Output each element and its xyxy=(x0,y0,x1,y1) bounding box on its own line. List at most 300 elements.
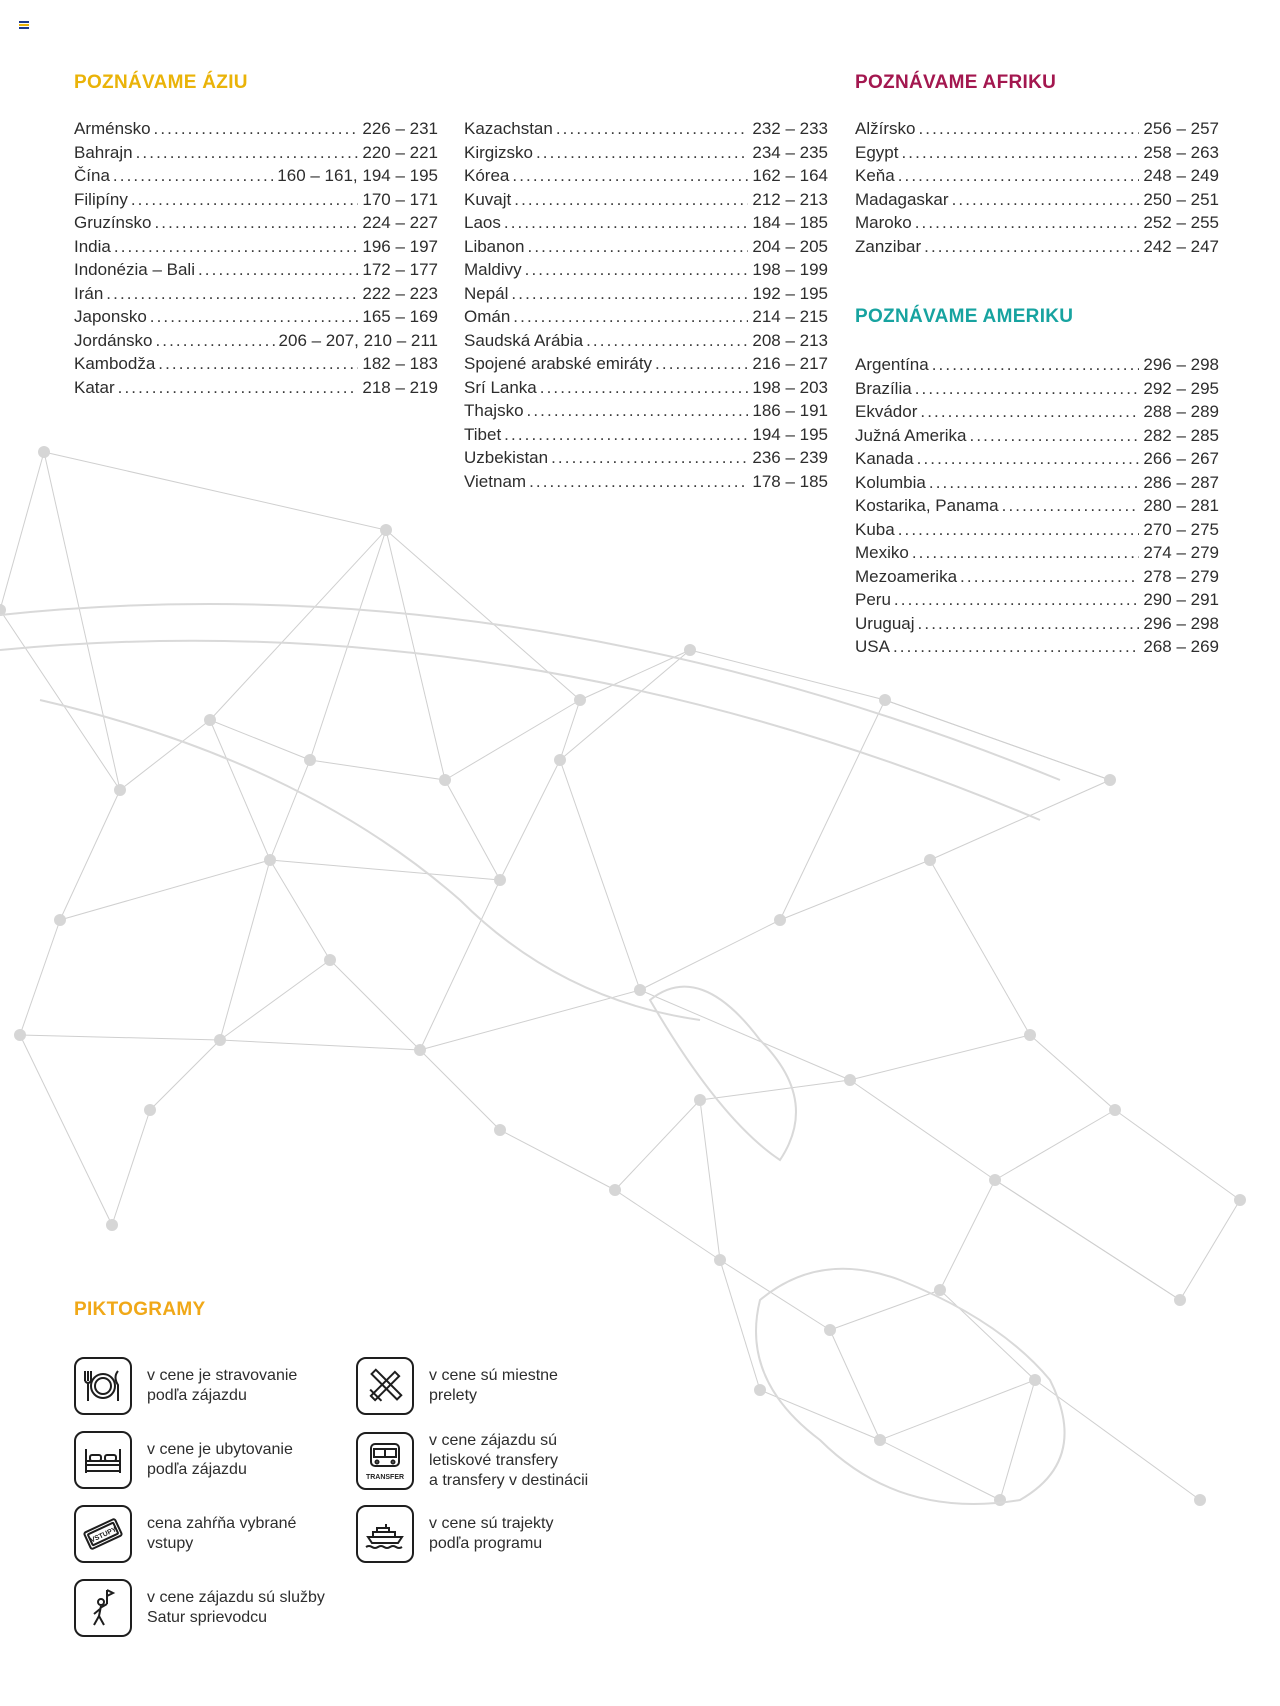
page-range: 280 – 281 xyxy=(1143,496,1219,515)
network-node xyxy=(380,524,392,536)
destination-name: Zanzibar xyxy=(855,236,922,256)
network-line xyxy=(310,760,445,780)
dot-leader xyxy=(551,446,748,470)
pictogram-bed-text: v cene je ubytovanie podľa zájazdu xyxy=(147,1441,293,1478)
dot-leader xyxy=(198,258,358,282)
index-entry xyxy=(464,235,828,259)
network-line xyxy=(500,1130,615,1190)
destination-name: Jordánsko xyxy=(74,330,153,350)
network-line xyxy=(700,1080,850,1100)
network-line xyxy=(615,1190,720,1260)
network-line xyxy=(560,760,640,990)
network-node xyxy=(634,984,646,996)
page-range: 204 – 205 xyxy=(752,236,828,256)
index-entry xyxy=(464,446,828,470)
network-line xyxy=(700,1100,720,1260)
page-range: 248 – 249 xyxy=(1143,166,1219,185)
destination-name: Indonézia – Bali xyxy=(74,260,195,279)
network-node xyxy=(824,1324,836,1336)
network-line xyxy=(720,1260,830,1330)
pictogram-meal xyxy=(74,1357,337,1415)
destination-name: Uzbekistan xyxy=(464,448,549,467)
dot-leader xyxy=(527,399,749,423)
world-map-outline xyxy=(40,700,700,1020)
dot-leader xyxy=(918,612,1140,636)
network-line xyxy=(940,1290,1035,1380)
index-entry xyxy=(74,188,438,212)
network-line xyxy=(20,1035,112,1225)
america-section-title: POZNÁVAME AMERIKU xyxy=(855,306,1074,327)
pictogram-ticket xyxy=(74,1505,337,1563)
dot-leader xyxy=(901,141,1139,165)
network-node xyxy=(774,914,786,926)
dot-leader xyxy=(929,471,1139,495)
network-line xyxy=(120,720,210,790)
menu-icon xyxy=(19,21,29,29)
page-range: 192 – 195 xyxy=(752,283,828,303)
dot-leader xyxy=(586,329,748,353)
dot-leader xyxy=(106,282,358,306)
page-range: 160 – 161, 194 – 195 xyxy=(277,166,438,185)
index-entry xyxy=(74,376,438,400)
ticket-icon xyxy=(74,1505,132,1563)
destination-name: Katar xyxy=(74,377,115,397)
network-node xyxy=(114,784,126,796)
network-node xyxy=(1194,1494,1206,1506)
dot-leader xyxy=(556,117,749,141)
index-entry xyxy=(74,305,438,329)
destination-name: Kórea xyxy=(464,166,510,185)
dot-leader xyxy=(915,377,1140,401)
destination-name: Egypt xyxy=(855,142,899,162)
network-line xyxy=(210,530,386,720)
network-node xyxy=(574,694,586,706)
destination-name: Libanon xyxy=(464,236,525,256)
america-index xyxy=(855,353,1219,659)
page-range: 256 – 257 xyxy=(1143,119,1219,138)
network-node xyxy=(54,914,66,926)
network-line xyxy=(930,780,1110,860)
index-entry xyxy=(855,447,1219,471)
dot-leader xyxy=(918,117,1139,141)
destination-name: Kostarika, Panama xyxy=(855,496,999,515)
index-entry xyxy=(74,235,438,259)
network-line xyxy=(150,1040,220,1110)
network-node xyxy=(264,854,276,866)
index-entry xyxy=(74,117,438,141)
index-entry xyxy=(74,329,438,353)
destination-name: Irán xyxy=(74,283,104,303)
destination-name: Kazachstan xyxy=(464,119,553,138)
page-range: 216 – 217 xyxy=(752,354,828,373)
dot-leader xyxy=(924,235,1139,259)
index-entry xyxy=(855,588,1219,612)
pictogram-plane xyxy=(356,1357,619,1415)
network-node xyxy=(204,714,216,726)
network-node xyxy=(1104,774,1116,786)
network-line xyxy=(420,880,500,1050)
destination-name: Saudská Arábia xyxy=(464,330,584,350)
network-node xyxy=(38,446,50,458)
index-entry xyxy=(855,235,1219,259)
page-range: 290 – 291 xyxy=(1143,590,1219,609)
network-line xyxy=(20,1035,220,1040)
pictogram-meal-text: v cene je stravovanie podľa zájazdu xyxy=(147,1367,298,1404)
pictogram-guide xyxy=(74,1579,337,1637)
page-range: 226 – 231 xyxy=(362,119,438,138)
index-entry xyxy=(855,400,1219,424)
index-entry xyxy=(464,141,828,165)
page-range: 198 – 203 xyxy=(752,377,828,397)
dot-leader xyxy=(154,211,358,235)
network-line xyxy=(500,760,560,880)
network-line xyxy=(220,1040,420,1050)
network-node xyxy=(879,694,891,706)
page-range: 224 – 227 xyxy=(362,213,438,232)
index-entry xyxy=(855,541,1219,565)
network-line xyxy=(880,1380,1035,1440)
pictogram-guide-text: v cene zájazdu sú služby Satur sprievodcu xyxy=(147,1589,325,1626)
index-entry xyxy=(464,376,828,400)
page-range: 252 – 255 xyxy=(1143,213,1219,232)
dot-leader xyxy=(932,353,1140,377)
page-range: 242 – 247 xyxy=(1143,236,1219,256)
network-node xyxy=(1234,1194,1246,1206)
page-range: 234 – 235 xyxy=(752,142,828,162)
page-range: 220 – 221 xyxy=(362,142,438,162)
destination-name: Čína xyxy=(74,166,110,185)
index-entry xyxy=(855,471,1219,495)
dot-leader xyxy=(915,211,1140,235)
meal-icon xyxy=(74,1357,132,1415)
destination-name: Maroko xyxy=(855,213,912,232)
page-range: 198 – 199 xyxy=(752,260,828,279)
destination-name: Kolumbia xyxy=(855,472,926,492)
index-entry xyxy=(855,117,1219,141)
world-map-outline xyxy=(650,987,796,1160)
page-range: 292 – 295 xyxy=(1143,378,1219,398)
network-node xyxy=(304,754,316,766)
ticket-badge-text: VSTUPY xyxy=(89,1526,118,1545)
page-range: 232 – 233 xyxy=(752,119,828,138)
dot-leader xyxy=(136,141,359,165)
ferry-icon xyxy=(356,1505,414,1563)
destination-name: Kuba xyxy=(855,519,895,539)
destination-name: Uruguaj xyxy=(855,613,915,633)
dot-leader xyxy=(513,305,748,329)
destination-name: Kambodža xyxy=(74,354,156,373)
network-line xyxy=(930,860,1030,1035)
network-node xyxy=(1174,1294,1186,1306)
network-node xyxy=(14,1029,26,1041)
network-node xyxy=(494,874,506,886)
page-range: 222 – 223 xyxy=(362,283,438,303)
network-line xyxy=(885,700,1110,780)
index-entry xyxy=(74,282,438,306)
dot-leader xyxy=(113,164,273,188)
dot-leader xyxy=(952,188,1140,212)
page-range: 286 – 287 xyxy=(1143,472,1219,492)
network-line xyxy=(112,1110,150,1225)
asia-section-title: POZNÁVAME ÁZIU xyxy=(74,72,248,93)
dot-leader xyxy=(898,518,1140,542)
network-line xyxy=(270,860,330,960)
index-entry xyxy=(855,494,1219,518)
index-entry xyxy=(464,470,828,494)
page-range: 178 – 185 xyxy=(752,471,828,491)
network-line xyxy=(640,920,780,990)
page-range: 172 – 177 xyxy=(362,260,438,279)
page-range: 212 – 213 xyxy=(752,189,828,209)
destination-name: Južná Amerika xyxy=(855,425,967,445)
network-line xyxy=(44,452,120,790)
destination-name: Mezoamerika xyxy=(855,566,958,586)
network-line xyxy=(995,1180,1180,1300)
network-line xyxy=(210,720,270,860)
dot-leader xyxy=(536,141,748,165)
dot-leader xyxy=(118,376,359,400)
destination-name: Spojené arabské emiráty xyxy=(464,354,653,373)
pictogram-ferry xyxy=(356,1505,619,1563)
page-range: 206 – 207, 210 – 211 xyxy=(278,330,438,350)
guide-icon xyxy=(74,1579,132,1637)
page-range: 296 – 298 xyxy=(1143,355,1219,374)
dot-leader xyxy=(528,235,749,259)
dot-leader xyxy=(898,164,1140,188)
dot-leader xyxy=(529,470,748,494)
page-range: 162 – 164 xyxy=(752,166,828,185)
network-line xyxy=(780,860,930,920)
destination-name: Thajsko xyxy=(464,401,524,420)
network-node xyxy=(874,1434,886,1446)
network-line xyxy=(720,1260,760,1390)
plane-icon xyxy=(356,1357,414,1415)
network-node xyxy=(934,1284,946,1296)
network-line xyxy=(220,860,270,1040)
network-node xyxy=(144,1104,156,1116)
network-node xyxy=(694,1094,706,1106)
destination-name: Kanada xyxy=(855,449,914,468)
page-range: 194 – 195 xyxy=(752,424,828,444)
destination-name: Bahrajn xyxy=(74,142,133,162)
index-entry xyxy=(464,423,828,447)
destination-name: Brazília xyxy=(855,378,912,398)
dot-leader xyxy=(912,541,1140,565)
asia-index-column-1 xyxy=(74,117,438,399)
africa-section-title: POZNÁVAME AFRIKU xyxy=(855,72,1057,93)
dot-leader xyxy=(512,164,748,188)
dot-leader xyxy=(917,447,1140,471)
network-line xyxy=(20,920,60,1035)
destination-name: Laos xyxy=(464,213,501,232)
page-range: 250 – 251 xyxy=(1143,189,1219,209)
network-line xyxy=(1035,1380,1200,1500)
index-entry xyxy=(464,117,828,141)
network-line xyxy=(60,790,120,920)
network-line xyxy=(1030,1035,1115,1110)
network-line xyxy=(1000,1380,1035,1500)
network-node xyxy=(554,754,566,766)
network-line xyxy=(780,700,885,920)
page-range: 258 – 263 xyxy=(1143,142,1219,162)
page-range: 196 – 197 xyxy=(362,236,438,256)
dot-leader xyxy=(514,188,748,212)
destination-name: Japonsko xyxy=(74,307,147,326)
pictogram-plane-text: v cene sú miestne prelety xyxy=(429,1367,558,1404)
index-entry xyxy=(464,399,828,423)
network-node xyxy=(1024,1029,1036,1041)
asia-index-column-2 xyxy=(464,117,828,493)
network-line xyxy=(1180,1200,1240,1300)
page-range: 266 – 267 xyxy=(1143,449,1219,468)
destination-name: Vietnam xyxy=(464,471,527,491)
index-entry xyxy=(74,164,438,188)
destination-name: India xyxy=(74,236,111,256)
network-line xyxy=(420,1050,500,1130)
index-entry xyxy=(74,258,438,282)
page-range: 208 – 213 xyxy=(752,330,828,350)
network-node xyxy=(989,1174,1001,1186)
dot-leader xyxy=(154,117,359,141)
network-line xyxy=(615,1100,700,1190)
network-line xyxy=(60,860,270,920)
network-node xyxy=(714,1254,726,1266)
network-line xyxy=(270,860,500,880)
destination-name: Alžírsko xyxy=(855,119,916,138)
destination-name: Kirgizsko xyxy=(464,142,533,162)
index-entry xyxy=(855,377,1219,401)
page-range: 236 – 239 xyxy=(752,448,828,467)
pictogram-bed xyxy=(74,1431,337,1489)
destination-name: Keňa xyxy=(855,166,895,185)
page-range: 186 – 191 xyxy=(752,401,828,420)
index-entry xyxy=(464,282,828,306)
destination-name: Maldivy xyxy=(464,260,522,279)
network-line xyxy=(1115,1110,1240,1200)
pictogram-transfer-text: v cene zájazdu sú letiskové transfery a transfery v destinácii xyxy=(429,1432,589,1489)
dot-leader xyxy=(511,282,748,306)
transfer-badge-text: TRANSFER xyxy=(365,1474,405,1481)
africa-index xyxy=(855,117,1219,258)
index-entry xyxy=(464,211,828,235)
index-entry xyxy=(464,258,828,282)
page-range: 184 – 185 xyxy=(752,213,828,232)
index-entry xyxy=(855,635,1219,659)
network-line xyxy=(420,990,640,1050)
page-range: 182 – 183 xyxy=(362,354,438,373)
destination-name: Omán xyxy=(464,307,511,326)
destination-name: Peru xyxy=(855,590,891,609)
index-entry xyxy=(855,164,1219,188)
page-range: 165 – 169 xyxy=(362,307,438,326)
index-entry xyxy=(74,141,438,165)
destination-name: Filipíny xyxy=(74,189,128,209)
destination-name: Kuvajt xyxy=(464,189,512,209)
network-node xyxy=(924,854,936,866)
page-range: 218 – 219 xyxy=(362,377,438,397)
page-range: 278 – 279 xyxy=(1143,566,1219,586)
page-range: 288 – 289 xyxy=(1143,402,1219,421)
index-entry xyxy=(855,424,1219,448)
network-node xyxy=(106,1219,118,1231)
dot-leader xyxy=(1002,494,1140,518)
destination-name: Argentína xyxy=(855,355,929,374)
destination-name: Arménsko xyxy=(74,119,151,138)
index-entry xyxy=(464,164,828,188)
network-line xyxy=(940,1180,995,1290)
destination-name: Srí Lanka xyxy=(464,377,537,397)
network-line xyxy=(850,1080,995,1180)
index-entry xyxy=(464,305,828,329)
destination-name: Mexiko xyxy=(855,543,909,562)
index-entry xyxy=(855,141,1219,165)
page-range: 282 – 285 xyxy=(1143,425,1219,445)
dot-leader xyxy=(540,376,749,400)
destination-name: Nepál xyxy=(464,283,509,303)
network-line xyxy=(220,960,330,1040)
network-node xyxy=(684,644,696,656)
dot-leader xyxy=(525,258,749,282)
dot-leader xyxy=(504,423,748,447)
network-line xyxy=(445,780,500,880)
dot-leader xyxy=(504,211,748,235)
network-line xyxy=(330,960,420,1050)
network-node xyxy=(324,954,336,966)
network-line xyxy=(995,1110,1115,1180)
index-entry xyxy=(855,612,1219,636)
page-range: 214 – 215 xyxy=(752,307,828,326)
page-range: 296 – 298 xyxy=(1143,613,1219,633)
dot-leader xyxy=(960,565,1139,589)
index-entry xyxy=(464,188,828,212)
page-range: 268 – 269 xyxy=(1143,637,1219,656)
network-node xyxy=(1029,1374,1041,1386)
network-line xyxy=(0,610,120,790)
network-line xyxy=(830,1330,880,1440)
pictograms-section-title: PIKTOGRAMY xyxy=(74,1299,206,1320)
network-line xyxy=(270,760,310,860)
index-entry xyxy=(464,329,828,353)
dot-leader xyxy=(114,235,358,259)
dot-leader xyxy=(131,188,359,212)
network-node xyxy=(844,1074,856,1086)
network-node xyxy=(439,774,451,786)
dot-leader xyxy=(893,635,1139,659)
index-entry xyxy=(855,518,1219,542)
dot-leader xyxy=(155,329,274,353)
bed-icon xyxy=(74,1431,132,1489)
dot-leader xyxy=(655,352,748,376)
destination-name: Tibet xyxy=(464,424,502,444)
dot-leader xyxy=(894,588,1139,612)
network-node xyxy=(214,1034,226,1046)
dot-leader xyxy=(158,352,358,376)
network-line xyxy=(0,452,44,610)
page-range: 274 – 279 xyxy=(1143,543,1219,562)
index-entry xyxy=(464,352,828,376)
network-node xyxy=(609,1184,621,1196)
world-map-outline xyxy=(0,641,1040,820)
page-range: 170 – 171 xyxy=(362,189,438,209)
network-node xyxy=(494,1124,506,1136)
pictogram-ticket-text: cena zahŕňa vybrané vstupy xyxy=(147,1515,297,1552)
dot-leader xyxy=(970,424,1140,448)
network-line xyxy=(850,1035,1030,1080)
pictogram-transfer xyxy=(356,1431,619,1491)
network-line xyxy=(830,1290,940,1330)
destination-name: Madagaskar xyxy=(855,189,949,209)
page-range: 270 – 275 xyxy=(1143,519,1219,539)
